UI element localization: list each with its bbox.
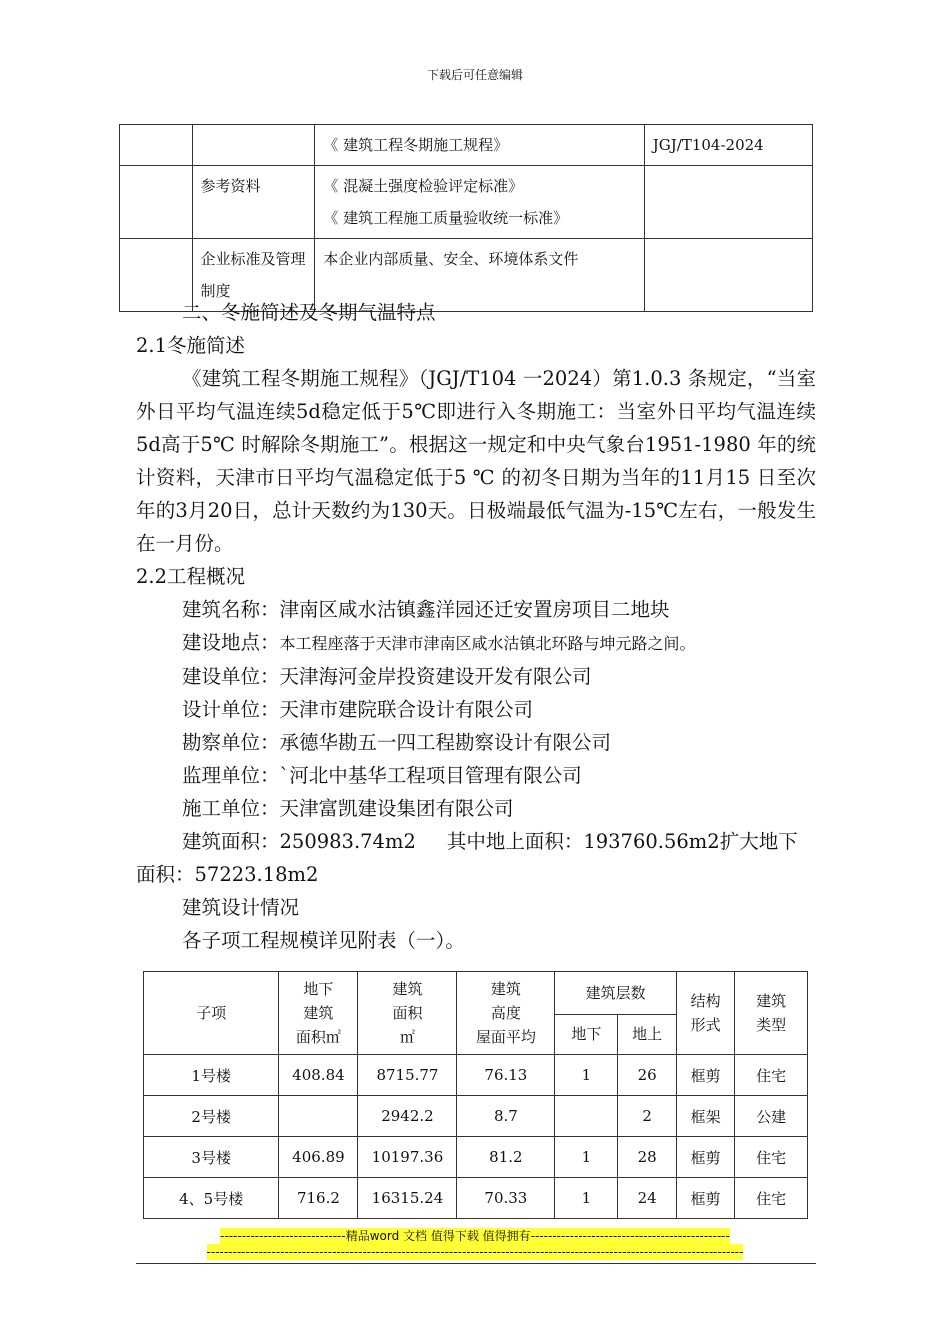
overview-value: 承德华勘五一四工程勘察设计有限公司 <box>279 731 612 754</box>
header-height: 建筑 高度 屋面平均 <box>457 972 555 1055</box>
ref-document-line: 《 混凝土强度检验评定标准》 <box>323 177 524 195</box>
subproject-table <box>143 971 808 1219</box>
table-row <box>144 1055 808 1096</box>
cell-item: 2号楼 <box>144 1096 279 1137</box>
cell-structure: 框剪 <box>676 1137 734 1178</box>
reference-table <box>119 124 813 312</box>
cell-height: 76.13 <box>457 1055 555 1096</box>
overview-label: 监理单位： <box>182 764 280 787</box>
footer-divider <box>136 1263 816 1264</box>
cell-above: 2 <box>618 1096 677 1137</box>
cell-type: 住宅 <box>735 1137 808 1178</box>
cell-above: 28 <box>618 1137 677 1178</box>
cell-area: 10197.36 <box>358 1137 457 1178</box>
ref-cell-document <box>315 166 644 239</box>
overview-label: 建筑名称： <box>182 598 280 621</box>
header-type: 建筑 类型 <box>735 972 808 1055</box>
header-note: 下载后可任意编辑 <box>426 68 523 82</box>
cell-type: 公建 <box>735 1096 808 1137</box>
subsection-title: 2.2工程概况 <box>136 565 246 588</box>
cell-under-area <box>279 1096 358 1137</box>
cell-type: 住宅 <box>735 1055 808 1096</box>
overview-label: 建设地点： <box>182 631 280 654</box>
overview-value: `河北中基华工程项目管理有限公司 <box>279 764 582 787</box>
body-text <box>136 296 816 957</box>
cell-above: 26 <box>618 1055 677 1096</box>
ref-row <box>120 166 813 239</box>
cell-item: 3号楼 <box>144 1137 279 1178</box>
table-intro: 各子项工程规模详见附表（一）。 <box>182 929 465 952</box>
cell-area: 2942.2 <box>358 1096 457 1137</box>
table-row <box>144 1096 808 1137</box>
overview-line <box>136 792 816 825</box>
header-under-area: 地下 建筑 面积㎡ <box>279 972 358 1055</box>
overview-label: 设计单位： <box>182 698 280 721</box>
overview-label: 施工单位： <box>182 797 280 820</box>
cell-item: 4、5号楼 <box>144 1178 279 1219</box>
overview-value: 天津海河金岸投资建设开发有限公司 <box>279 665 592 688</box>
header-area: 建筑 面积 ㎡ <box>358 972 457 1055</box>
cell-structure: 框剪 <box>676 1178 734 1219</box>
footer-banner <box>0 1228 950 1260</box>
cell-structure: 框剪 <box>676 1055 734 1096</box>
overview-value: 津南区咸水沽镇鑫洋园还迁安置房项目二地块 <box>279 598 670 621</box>
header-floors: 建筑层数 <box>555 972 677 1015</box>
ref-cell-code: JGJ/T104-2024 <box>644 125 812 166</box>
ref-cell-document: 本企业内部质量、安全、环境体系文件 <box>315 239 644 312</box>
cell-area: 16315.24 <box>358 1178 457 1219</box>
area-line: 建筑面积：250983.74m2 其中地上面积：193760.56m2扩大地下面积：57223.18m2 <box>136 830 798 886</box>
ref-cell-category <box>192 125 315 166</box>
table-row <box>144 1137 808 1178</box>
cell-structure: 框架 <box>676 1096 734 1137</box>
ref-cell-category: 企业标准及管理制度 <box>192 239 315 312</box>
cell-above: 24 <box>618 1178 677 1219</box>
cell-type: 住宅 <box>735 1178 808 1219</box>
ref-row <box>120 125 813 166</box>
ref-cell-category: 参考资料 <box>192 166 315 239</box>
header-floors-under: 地下 <box>555 1014 618 1055</box>
cell-height: 8.7 <box>457 1096 555 1137</box>
cell-item: 1号楼 <box>144 1055 279 1096</box>
table-row <box>144 1178 808 1219</box>
subsection-title: 2.1冬施简述 <box>136 334 246 357</box>
winter-paragraph: 《建筑工程冬期施工规程》（JGJ/T104 一2024）第1.0.3 条规定，“当室外日平均气温连续5d稳定低于5℃即进行入冬期施工：当室外日平均气温连续5d高于5℃ 时解除冬期施工”。根据这一规定和中央气象台1951-1980 年的统计资料，天津市日平均气温稳定低于5 ℃ 的初冬日期为当年的11月15 日至次年的3月20日，总计天数约为130天。日极端最低气温为-15℃左右，一般发生在一月份。 <box>136 367 816 555</box>
cell-area: 8715.77 <box>358 1055 457 1096</box>
cell-height: 70.33 <box>457 1178 555 1219</box>
overview-line <box>136 759 816 792</box>
ref-cell-index <box>120 125 193 166</box>
overview-value: 本工程座落于天津市津南区咸水沽镇北环路与坤元路之间。 <box>279 634 696 653</box>
cell-under: 1 <box>555 1055 618 1096</box>
cell-under: 1 <box>555 1137 618 1178</box>
overview-value: 天津富凯建设集团有限公司 <box>279 797 514 820</box>
overview-line <box>136 693 816 726</box>
header-floors-above: 地上 <box>618 1014 677 1055</box>
cell-height: 81.2 <box>457 1137 555 1178</box>
header-item: 子项 <box>144 972 279 1055</box>
ref-cell-code <box>644 166 812 239</box>
ref-cell-index <box>120 166 193 239</box>
overview-label: 勘察单位： <box>182 731 280 754</box>
overview-label: 建设单位： <box>182 665 280 688</box>
ref-cell-document: 《 建筑工程冬期施工规程》 <box>315 125 644 166</box>
overview-line <box>136 593 816 626</box>
header-structure: 结构 形式 <box>676 972 734 1055</box>
design-title: 建筑设计情况 <box>182 896 300 919</box>
cell-under-area: 408.84 <box>279 1055 358 1096</box>
overview-value: 天津市建院联合设计有限公司 <box>279 698 534 721</box>
ref-document-line: 《 建筑工程施工质量验收统一标准》 <box>323 209 569 227</box>
overview-line <box>136 726 816 759</box>
footer-line: ---------------------------------------------------------------------------------------------------------------------------- <box>206 1245 744 1259</box>
overview-line <box>136 660 816 693</box>
cell-under: 1 <box>555 1178 618 1219</box>
footer-line: -----------------------------精品word 文档 值得下载 值得拥有---------------------------------------------- <box>220 1229 730 1243</box>
cell-under <box>555 1096 618 1137</box>
cell-under-area: 406.89 <box>279 1137 358 1178</box>
overview-line <box>136 626 816 660</box>
cell-under-area: 716.2 <box>279 1178 358 1219</box>
section-title: 二、冬施简述及冬期气温特点 <box>182 301 436 324</box>
